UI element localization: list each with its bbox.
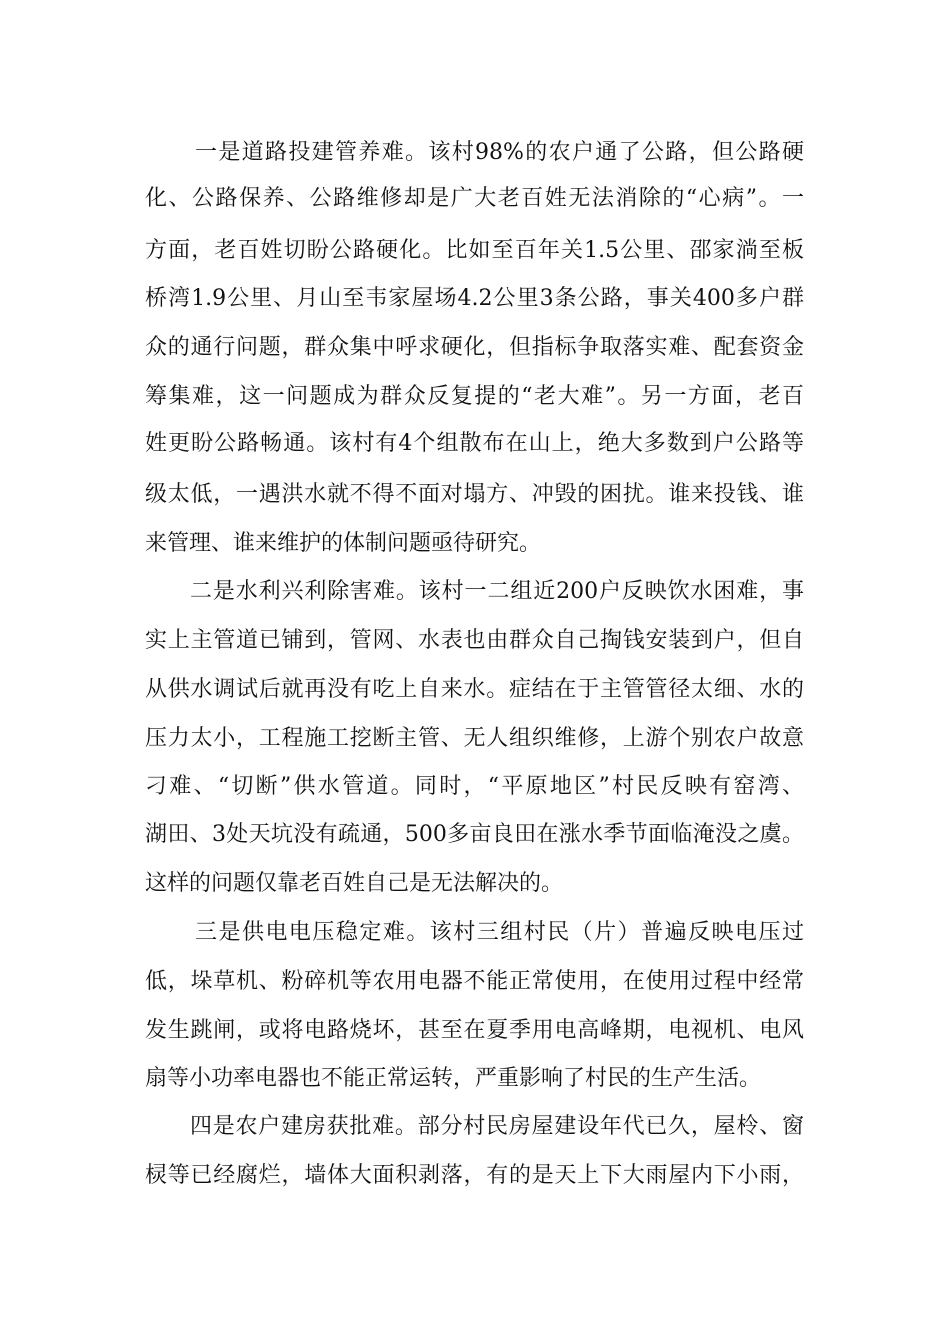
text-line: 二是水利兴利除害难。该村一二组近200户反映饮水困难，事 [190,579,804,604]
text-line: 一是道路投建管养难。该村98%的农户通了公路，但公路硬 [195,140,804,165]
text-line: 湖田、3处天坑没有疏通，500多亩良田在涨水季节面临淹没之虞。 [145,822,804,847]
text-line: 从供水调试后就再没有吃上自来水。症结在于主管管径太细、水的 [145,677,804,702]
text-line: 棂等已经腐烂，墙体大面积剥落，有的是天上下大雨屋内下小雨， [145,1163,804,1188]
text-line: 刁难、“切断”供水管道。同时，“平原地区”村民反映有窑湾、 [145,774,804,799]
text-line: 筹集难，这一问题成为群众反复提的“老大难”。另一方面，老百 [145,384,804,409]
text-line: 级太低，一遇洪水就不得不面对塌方、冲毁的困扰。谁来投钱、谁 [145,482,804,507]
text-line: 实上主管道已铺到，管网、水表也由群众自己掏钱安装到户，但自 [145,628,804,653]
text-line: 扇等小功率电器也不能正常运转，严重影响了村民的生产生活。 [145,1066,762,1091]
text-line: 发生跳闸，或将电路烧坏，甚至在夏季用电高峰期，电视机、电风 [145,1018,804,1043]
text-line: 这样的问题仅靠老百姓自己是无法解决的。 [145,871,564,896]
text-line: 四是农户建房获批难。部分村民房屋建设年代已久，屋柃、窗 [190,1114,804,1139]
text-line: 众的通行问题，群众集中呼求硬化，但指标争取落实难、配套资金 [145,335,804,360]
text-line: 化、公路保养、公路维修却是广大老百姓无法消除的“心病”。一 [145,186,804,211]
text-line: 压力太小，工程施工挖断主管、无人组织维修，上游个别农户故意 [145,726,804,751]
text-line: 来管理、谁来维护的体制问题亟待研究。 [145,531,542,556]
text-line: 低，垛草机、粉碎机等农用电器不能正常使用，在使用过程中经常 [145,969,804,994]
text-line: 方面，老百姓切盼公路硬化。比如至百年关1.5公里、邵家淌至板 [145,238,804,263]
text-line: 桥湾1.9公里、月山至韦家屋场4.2公里3条公路，事关400多户群 [145,286,804,311]
text-line: 姓更盼公路畅通。该村有4个组散布在山上，绝大多数到户公路等 [145,431,804,456]
text-line: 三是供电电压稳定难。该村三组村民（片）普遍反映电压过 [195,920,804,945]
